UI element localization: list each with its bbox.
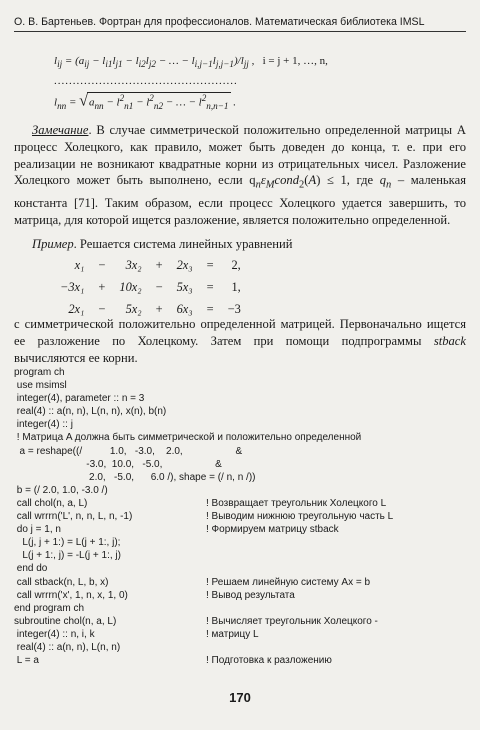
- code-line: [14, 445, 474, 458]
- equation-row: −3x₁ + 10x₂ − 5x₃ = 1,: [60, 279, 241, 294]
- code-comment: ! матрицу L: [206, 628, 259, 640]
- formula-lnn: $l_{nn} = √a_{nn} - l^2_{n1} - l^2_{n2}$ − … − $l^2_{n,n-1}$ .: [54, 92, 236, 111]
- code-comment: ! Выводим нижнюю треугольную часть L: [206, 511, 394, 523]
- code-line: [14, 654, 474, 667]
- code-line: [14, 497, 474, 510]
- code-comment: ! Вывод результата: [206, 589, 295, 601]
- code-comment: ! Подготовка к разложению: [206, 655, 332, 667]
- code-line: [14, 392, 474, 405]
- equation-system: [54, 254, 247, 320]
- code-text: real(4) :: a(n, n), L(n, n), x(n), b(n): [14, 406, 167, 418]
- code-text: b = (/ 2.0, 1.0, -3.0 /): [14, 484, 108, 496]
- code-line: [14, 471, 474, 484]
- example-label: Пример: [32, 237, 74, 251]
- code-line: [14, 562, 474, 575]
- code-text: call wrrrn('L', n, n, L, n, -1): [14, 511, 133, 523]
- equation-row: x₁ − 3x₂ + 2x₃ = 2,: [74, 257, 241, 272]
- example-paragraph: Пример. Решается система линейных уравнений: [32, 237, 293, 251]
- code-line: [14, 379, 474, 392]
- code-comment: ! Формируем матрицу stback: [206, 524, 339, 536]
- code-text: real(4) :: a(n, n), L(n, n): [14, 641, 121, 653]
- code-text: subroutine chol(n, a, L): [14, 615, 117, 627]
- code-line: [14, 576, 474, 589]
- code-text: do j = 1, n: [14, 524, 61, 536]
- code-line: [14, 615, 474, 628]
- code-text: integer(4) :: n, i, k: [14, 628, 95, 640]
- code-listing: [14, 366, 474, 667]
- code-line: [14, 510, 474, 523]
- code-line: [14, 366, 474, 379]
- code-text: L(j, j + 1:) = L(j + 1:, j);: [14, 537, 121, 549]
- code-line: [14, 458, 474, 471]
- code-text: L = a: [14, 655, 39, 667]
- code-text: use msimsl: [14, 380, 67, 392]
- code-text: end do: [14, 563, 48, 575]
- code-text: L(j + 1:, j) = -L(j + 1:, j): [14, 550, 121, 562]
- code-text: call wrrrn('x', 1, n, x, 1, 0): [14, 589, 128, 601]
- formula-lij: $l_{ij} = (a_{ij} - l_{i1}l_{j1} - l_{i2}l_{j2}$ − … − $l_{i,j-1}l_{j,j-1})/l_{jj}$ , i = j + 1, …, n,: [54, 55, 328, 70]
- code-line: [14, 431, 474, 444]
- code-text: ! Матрица A должна быть симметрической и положительно определенной: [14, 432, 362, 444]
- code-line: [14, 589, 474, 602]
- code-text: -3.0, 10.0, -5.0, &: [14, 458, 222, 470]
- code-comment: ! Решаем линейную систему Ax = b: [206, 576, 371, 588]
- code-line: [14, 549, 474, 562]
- code-comment: ! Возвращает треугольник Холецкого L: [206, 497, 387, 509]
- code-text: end program ch: [14, 602, 85, 614]
- code-line: [14, 602, 474, 615]
- code-text: integer(4), parameter :: n = 3: [14, 393, 145, 405]
- code-line: [14, 536, 474, 549]
- code-line: [14, 484, 474, 497]
- equation-row: 2x₁ − 5x₂ + 6x₃ = −3: [68, 301, 241, 316]
- ellipsis-row: .................................................: [54, 75, 238, 87]
- code-text: 2.0, -5.0, 6.0 /), shape = (/ n, n /)): [14, 471, 256, 483]
- code-line: [14, 628, 474, 641]
- remark-label: Замечание: [32, 123, 89, 137]
- code-line: [14, 641, 474, 654]
- code-text: call stback(n, L, b, x): [14, 576, 109, 588]
- code-text: call chol(n, a, L): [14, 497, 88, 509]
- code-comment: ! Вычисляет треугольник Холецкого -: [206, 615, 378, 627]
- routine-name: stback: [433, 333, 466, 348]
- after-system-paragraph: с симметрической положительно определенной матрицей. Первоначально ищется ее разложение по Холецкому. Затем при помощи подпрограммы stback вычисляются ее корни.: [14, 317, 466, 365]
- remark-paragraph: Замечание. В случае симметрической положительно определенной матрицы A процесс Холецкого, как правило, может быть доведен до конца, т. е. при его реализации не возникают квадратные корни из отрицательных чисел. Разложение Холецкого может быть выполнено, если $q_n\varepsilon_Mcond_2(A) \le 1$, где $q_n$ – маленькая константа [71]. Таким образом, если процесс Холецкого удается завершить, то матрица, для которой ищется разложение, является положительно определенной.: [14, 123, 466, 227]
- code-line: [14, 405, 474, 418]
- code-text: a = reshape((/ 1.0, -3.0, 2.0, &: [14, 445, 243, 457]
- code-text: program ch: [14, 367, 65, 378]
- code-line: [14, 523, 474, 536]
- running-header: О. В. Бартеньев. Фортран для профессионалов. Математическая библиотека IMSL: [14, 16, 466, 32]
- code-text: integer(4) :: j: [14, 419, 73, 431]
- code-line: [14, 418, 474, 431]
- page-number: 170: [229, 690, 251, 705]
